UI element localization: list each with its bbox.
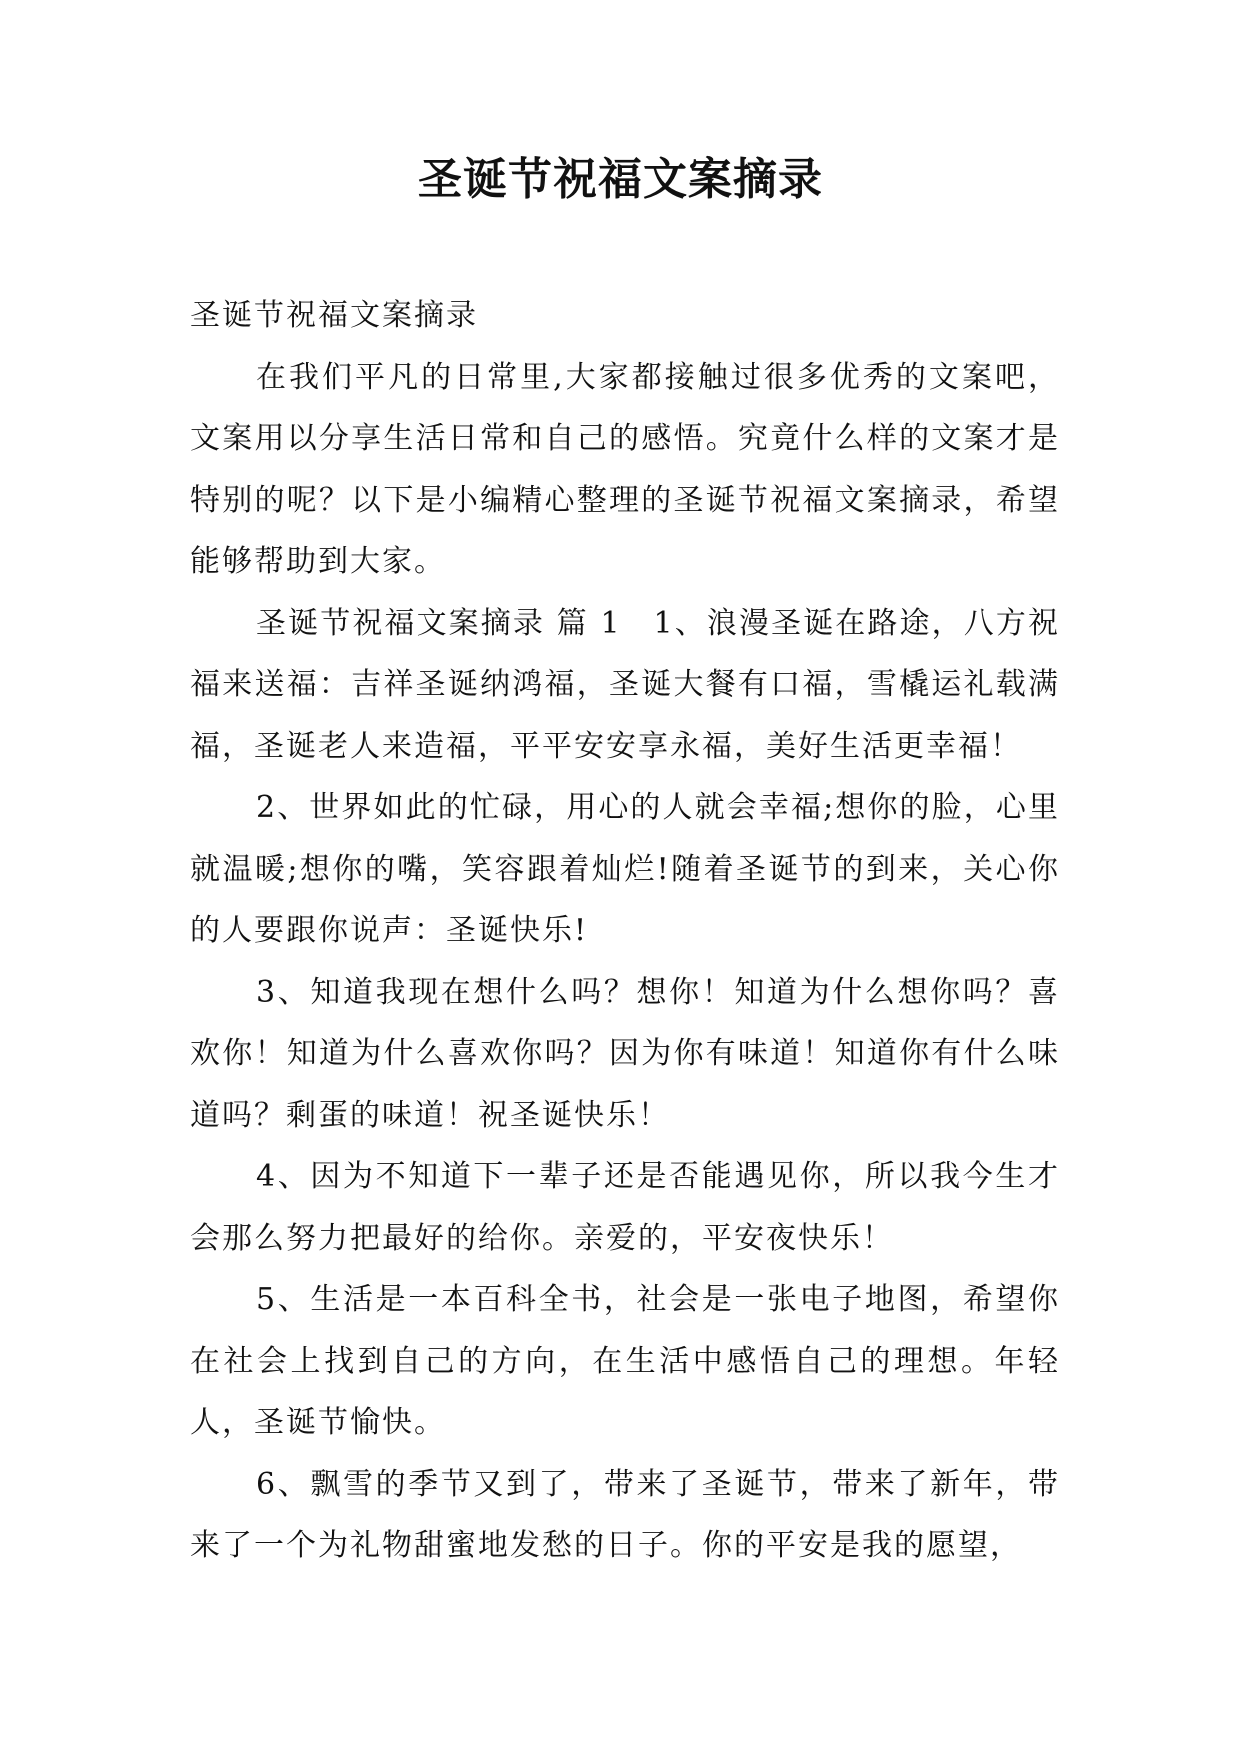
document-body bbox=[190, 285, 1060, 1577]
section-heading: 圣诞节祝福文案摘录 篇 1 bbox=[256, 605, 622, 641]
list-item-3: 3、知道我现在想什么吗？想你！知道为什么想你吗？喜欢你！知道为什么喜欢你吗？因为你有味道！知道你有什么味道吗？剩蛋的味道！祝圣诞快乐！ bbox=[190, 974, 1060, 1133]
list-item-6: 6、飘雪的季节又到了，带来了圣诞节，带来了新年，带来了一个为礼物甜蜜地发愁的日子。你的平安是我的愿望， bbox=[190, 1466, 1060, 1563]
document-title: 圣诞节祝福文案摘录 bbox=[418, 154, 823, 205]
list-item-4: 4、因为不知道下一辈子还是否能遇见你，所以我今生才会那么努力把最好的给你。亲爱的，平安夜快乐！ bbox=[190, 1159, 1060, 1256]
list-item-5: 5、生活是一本百科全书，社会是一张电子地图，希望你在社会上找到自己的方向，在生活中感悟自己的理想。年轻人，圣诞节愉快。 bbox=[190, 1282, 1060, 1440]
list-item-2: 2、世界如此的忙碌，用心的人就会幸福;想你的脸，心里就温暖;想你的嘴，笑容跟着灿烂!随着圣诞节的到来，关心你的人要跟你说声：圣诞快乐! bbox=[190, 790, 1060, 948]
list-item-1: 1、浪漫圣诞在路途，八方祝福来送福：吉祥圣诞纳鸿福，圣诞大餐有口福，雪橇运礼载满福，圣诞老人来造福，平平安安享永福，美好生活更幸福！ bbox=[190, 605, 1060, 764]
intro-paragraph: 在我们平凡的日常里,大家都接触过很多优秀的文案吧，文案用以分享生活日常和自己的感悟。究竟什么样的文案才是特别的呢？以下是小编精心整理的圣诞节祝福文案摘录，希望能够帮助到大家。 bbox=[190, 359, 1060, 579]
document-subtitle: 圣诞节祝福文案摘录 bbox=[190, 298, 478, 333]
section-paragraph bbox=[190, 593, 1060, 778]
